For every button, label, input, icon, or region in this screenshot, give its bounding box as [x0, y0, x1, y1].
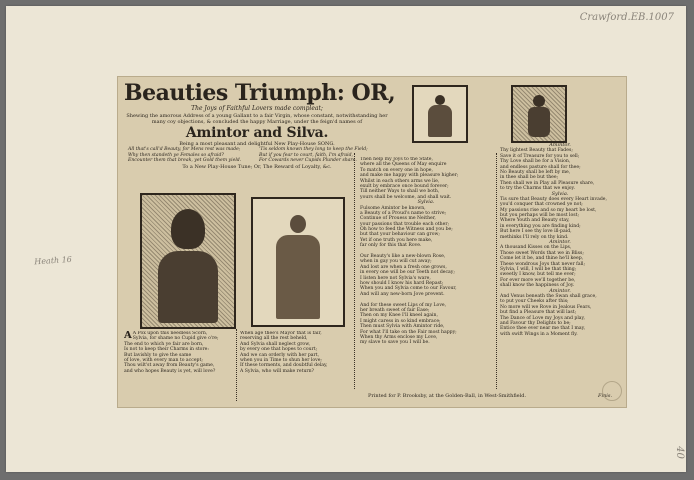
- verse-line: Yet if one truth you here make,: [360, 237, 433, 243]
- mount-board: [6, 6, 686, 472]
- verse-line: The end to which ye fair are born,: [124, 341, 204, 347]
- verse-line: I might caress in so kind embrace;: [360, 318, 441, 324]
- verse-line: and endless pasture shall for thee;: [500, 164, 581, 170]
- margin-annotation: Heath 16: [34, 254, 73, 267]
- woodcut-woman-gown: [276, 235, 320, 319]
- finis-mark: Finis.: [598, 393, 613, 399]
- woodcut-man-head: [171, 209, 205, 249]
- verse-line: and Favour thy Delights to be;: [500, 320, 571, 326]
- verse-line: Entice thee ever near me that I may,: [500, 326, 586, 332]
- column-divider: [496, 153, 497, 389]
- verse-line: No Beauty shall be left by me,: [500, 169, 571, 175]
- verse-line: of love, with every man to accept;: [124, 357, 203, 363]
- verse-column-b: [240, 331, 350, 374]
- verse-line: but you perhaps will be most lost;: [500, 213, 579, 219]
- verse-line: I listen here not Sylvia's ware,: [360, 275, 431, 281]
- verse-line: But here I see thy love ill-paid,: [500, 229, 572, 235]
- ballad-subtitle: The Joys of Faithful Lovers made compleat;: [191, 105, 323, 112]
- woodcut-gallant-small: [511, 85, 567, 143]
- verse-line: shall know the happiness of Joy.: [500, 283, 575, 289]
- verse-line: and who hopes Beauty is yet, will love?: [124, 368, 216, 374]
- tune-line: To a New Play-House Tune; Or, The Reward of Loyalty, &c.: [182, 163, 332, 170]
- verse-line: A Sylvia, who will make return?: [240, 368, 315, 374]
- verse-line: to put your Cheeks after this;: [500, 299, 569, 305]
- speaker-heading: Amintor.: [549, 143, 571, 148]
- verse-line: Then shall we in Play all Pleasure share,: [500, 180, 595, 186]
- speaker-heading: Amintor.: [549, 287, 571, 294]
- woodcut-man-body: [158, 251, 218, 323]
- verse-line: with swift Wings in a Moment fly.: [500, 331, 578, 337]
- verse-line: Our Beauty's like a new-blown Rose,: [360, 254, 446, 260]
- verse-line: Fulsome Amintor be known,: [360, 205, 426, 211]
- verse-line: Thou wilt'st away from Beauty's game,: [124, 363, 215, 369]
- ballad-names: Amintor and Silva.: [185, 125, 329, 141]
- verse-line: to try the Charms that we enjoy.: [500, 186, 576, 192]
- verse-line: Is not to keep their Charms in store:: [124, 347, 209, 353]
- verse-line: in every one will be our Teeth not decay;: [360, 270, 455, 276]
- verse-line: Then must Sylvia with Amintor ride,: [360, 324, 445, 330]
- verse-column-d: [500, 143, 620, 337]
- verse-line: Sylvia, I will, I will be that thing;: [500, 266, 577, 272]
- verse-line: Till neither Ways to shall we both,: [360, 189, 440, 195]
- ballad-description: Shewing the amorous Address of a young Gallant to a fair Virgin, whose constant, notwithstanding her many coy objections, & concluded the happy Marriage, under the feign'd names of: [126, 113, 388, 125]
- verse-line: and make me happy with pleasure higher;: [360, 173, 459, 179]
- library-stamp: [602, 381, 622, 401]
- woodcut-woman: [251, 197, 345, 327]
- tune-left-line: All that's call'd Beauty, for Mens rest was made;: [128, 147, 241, 152]
- verse-line: Then help my Joys to the State,: [360, 157, 433, 162]
- verse-line: yours shall be welcome, and shall wait.: [360, 194, 452, 200]
- verse-line: And lost are when a fresh one grows,: [360, 264, 447, 270]
- verse-line: reserving all the rest beheld,: [240, 336, 308, 342]
- verse-line: Oh how to feed the Witness and you be;: [360, 227, 453, 233]
- verse-line: My passions rise and so my heart be lost,: [500, 207, 597, 213]
- verse-line: Thy lightest Beauty that Fades;: [500, 148, 573, 154]
- verse-line: exult by embrace once bound forever;: [360, 183, 449, 189]
- verse-line: but that your behaviour can grow;: [360, 232, 440, 238]
- verse-line: When age thee's Mayor that is fair,: [240, 331, 322, 336]
- column-divider: [236, 329, 237, 401]
- verse-line: when you in Time to shun her love;: [240, 357, 322, 363]
- verse-line: A thousand Kisses on the Lips,: [500, 245, 572, 251]
- tune-right-line: For Cowards never Cupids Plunder share.: [259, 158, 357, 164]
- verse-line: Thy Love shall be for a Vision,: [500, 159, 571, 165]
- verse-line: where all the Queens of May enquire: [360, 162, 447, 168]
- verse-line: And we can orderly with her part,: [240, 352, 320, 358]
- verse-line: The Dance of Love my Joys and play,: [500, 315, 585, 321]
- verse-line: Save it of Treasure for you to sell;: [500, 153, 580, 159]
- column-divider: [354, 153, 355, 389]
- verse-line: Then on my Knee I'll kneel again,: [360, 313, 438, 319]
- page-number-annotation: 40: [674, 446, 686, 459]
- tune-left-line: Why then standeth ye Females so afraid?: [128, 152, 224, 158]
- verse-line: And Venus beneath the Swan shall grace,: [500, 293, 597, 299]
- tune-right-line: But if you fear to court, faith, I'm afraid,: [259, 152, 353, 158]
- verse-line: And Sylvia shall neglect grow,: [240, 341, 311, 347]
- verse-line: but find a Pleasure that will last;: [500, 310, 577, 316]
- verse-column-a: [124, 331, 234, 374]
- verse-line: Where Youth and Beauty stay,: [500, 218, 570, 224]
- verse-line: To match on every one in hope,: [360, 167, 433, 173]
- tune-left-line: Encounter them that break, yet Gold them yield.: [128, 158, 242, 164]
- verse-line: in thee shall be but thee;: [500, 175, 559, 181]
- imprint-line: Printed for P. Brooksby, at the Golden-Ball, in West-Smithfield.: [368, 393, 527, 399]
- verse-line: in everything you are finding kind;: [500, 223, 581, 229]
- tune-right-line: 'Tis seldom known they long to keep the Field;: [259, 147, 368, 152]
- verse-line: your passions that trouble each other;: [360, 221, 450, 227]
- verse-line: These wondrous Joys that never fall;: [500, 261, 586, 267]
- verse-line: my slave to save you I will be.: [360, 340, 430, 346]
- verse-line: No more will we Rove in Jealous Fears,: [500, 304, 592, 310]
- song-line: Being a most pleasant and delightful New Play-House SONG.: [179, 141, 335, 147]
- verse-line: you'd conquer that crowned ye not;: [500, 202, 583, 208]
- verse-line: sweetly I know, but tell me ever;: [500, 272, 576, 278]
- verse-line: But lavishly to give the same: [124, 352, 192, 358]
- woodcut-man: [140, 193, 236, 329]
- verse-line: For what I'll take on the Fair most happy;: [360, 329, 457, 335]
- verse-line: Come let it be, and thine he'll keep,: [500, 256, 584, 262]
- verse-line-text: A Pox upon this needless Scorn,: [132, 331, 208, 336]
- verse-line: far only for this that Rove.: [360, 243, 422, 249]
- verse-line: when in gay you will cut away;: [360, 259, 432, 265]
- woodcut-gallant-small-head: [533, 95, 545, 107]
- speaker-heading: Amintor.: [549, 239, 571, 246]
- verse-line: And for these sweet Lips of my Love,: [360, 302, 447, 308]
- speaker-heading: Sylvia.: [417, 199, 435, 206]
- verse-line: Continue of Prouess me Neither,: [360, 216, 436, 222]
- woodcut-woman-head: [290, 215, 306, 233]
- woodcut-lady-small: [412, 85, 468, 143]
- verse-line: how should I know his hard Repast;: [360, 280, 444, 286]
- ballad-sheet: [117, 76, 627, 408]
- header-block: [122, 80, 396, 170]
- verse-line: Whilst in each others arms we lie,: [360, 178, 440, 184]
- verse-line: methinks I'll rely on thy kind.: [500, 234, 569, 240]
- verse-line: When thy Arms enclose my Love,: [360, 334, 438, 340]
- tune-left: [128, 147, 255, 164]
- verse-line: If these torments, and doubtful delay,: [240, 363, 328, 369]
- verse-column-c: [360, 157, 492, 346]
- drop-cap: A: [124, 331, 132, 341]
- verse-line: Those sweet Words that we in Bliss;: [500, 250, 584, 256]
- verse-line: For ever more we'll together be,: [500, 277, 576, 283]
- verse-line: Tis sure that Beauty does every Heart invade,: [500, 196, 607, 202]
- woodcut-lady-small-head: [435, 95, 445, 105]
- verse-line: her breath sweet of fair Ease;: [360, 307, 430, 313]
- speaker-heading: Sylvia.: [551, 190, 569, 197]
- verse-line: Sylvia, for shame no Cupid give o're;: [132, 336, 219, 342]
- woodcut-lady-small-gown: [428, 105, 452, 137]
- woodcut-gallant-small-body: [528, 107, 550, 137]
- tune-verses: [122, 147, 392, 164]
- verse-line: And will any new-born Jove prevent.: [360, 291, 445, 297]
- verse-line: a Beauty of a Proud's name to strive;: [360, 210, 447, 216]
- verse-line: When you and Sylvia come to our Favour,: [360, 286, 457, 292]
- verse-line: by every one that hopes to court;: [240, 347, 318, 353]
- catalog-annotation: Crawford.EB.1007: [579, 12, 674, 23]
- ballad-title: Beauties Triumph: OR,: [124, 80, 396, 106]
